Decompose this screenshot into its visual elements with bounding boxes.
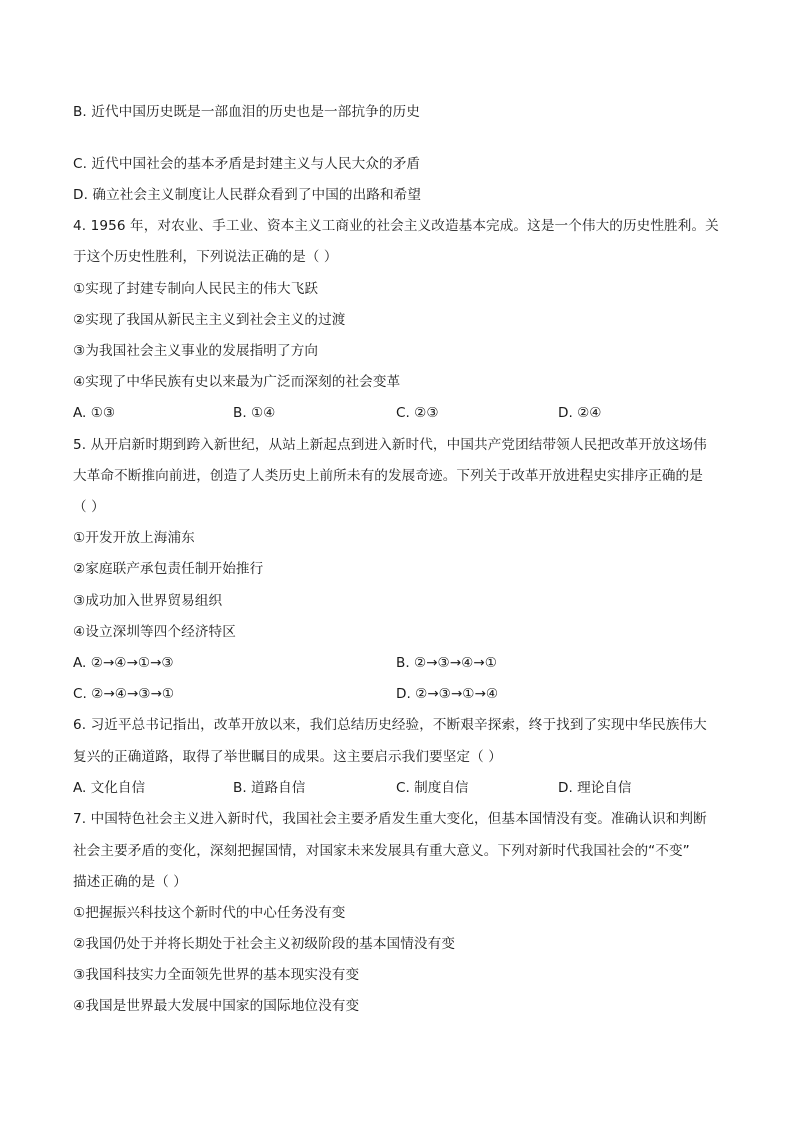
q3-option-b: B. 近代中国历史既是一部血泪的历史也是一部抗争的历史: [73, 104, 420, 120]
q5-item-4: ④设立深圳等四个经济特区: [73, 624, 236, 640]
q4-option-b: B. ①④: [233, 405, 276, 421]
q6-stem-line-1: 6. 习近平总书记指出，改革开放以来，我们总结历史经验，不断艰辛探索，终于找到了实现中华民族伟大: [73, 717, 707, 733]
q4-item-3: ③为我国社会主义事业的发展指明了方向: [73, 343, 319, 359]
q6-option-d: D. 理论自信: [558, 780, 632, 796]
q7-stem-line-2: 社会主要矛盾的变化，深刻把握国情，对国家未来发展具有重大意义。下列对新时代我国社会的“不变”: [73, 843, 690, 859]
q5-item-2: ②家庭联产承包责任制开始推行: [73, 561, 264, 577]
q7-item-2: ②我国仍处于并将长期处于社会主义初级阶段的基本国情没有变: [73, 936, 456, 952]
q3-option-c: C. 近代中国社会的基本矛盾是封建主义与人民大众的矛盾: [73, 156, 421, 172]
q5-stem-line-3: （ ）: [73, 499, 105, 515]
q4-option-a: A. ①③: [73, 405, 116, 421]
q4-item-4: ④实现了中华民族有史以来最为广泛而深刻的社会变革: [73, 374, 401, 390]
q6-option-a: A. 文化自信: [73, 780, 146, 796]
q3-option-d: D. 确立社会主义制度让人民群众看到了中国的出路和希望: [73, 187, 422, 203]
q5-stem-line-2: 大革命不断推向前进，创造了人类历史上前所未有的发展奇迹。下列关于改革开放进程史实排序正确的是: [73, 468, 703, 484]
q4-option-d: D. ②④: [558, 405, 602, 421]
q5-option-a: A. ②→④→①→③: [73, 655, 174, 671]
q7-item-1: ①把握振兴科技这个新时代的中心任务没有变: [73, 905, 346, 921]
q5-item-3: ③成功加入世界贸易组织: [73, 593, 223, 609]
q7-stem-line-3: 描述正确的是（ ）: [73, 874, 187, 890]
q4-item-2: ②实现了我国从新民主主义到社会主义的过渡: [73, 312, 346, 328]
q4-stem-line-2: 于这个历史性胜利，下列说法正确的是（ ）: [73, 249, 338, 265]
q5-option-c: C. ②→④→③→①: [73, 686, 175, 702]
q6-stem-line-2: 复兴的正确道路，取得了举世瞩目的成果。这主要启示我们要坚定（ ）: [73, 749, 502, 765]
q4-item-1: ①实现了封建专制向人民民主的伟大飞跃: [73, 281, 319, 297]
q6-option-b: B. 道路自信: [233, 780, 306, 796]
q6-option-c: C. 制度自信: [396, 780, 469, 796]
q4-stem-line-1: 4. 1956 年，对农业、手工业、资本主义工商业的社会主义改造基本完成。这是一个伟大的历史性胜利。关: [73, 218, 719, 234]
q5-option-d: D. ②→③→①→④: [396, 686, 499, 702]
q5-option-b: B. ②→③→④→①: [396, 655, 497, 671]
q4-option-c: C. ②③: [396, 405, 439, 421]
q7-stem-line-1: 7. 中国特色社会主义进入新时代，我国社会主要矛盾发生重大变化，但基本国情没有变。准确认识和判断: [73, 811, 707, 827]
q7-item-3: ③我国科技实力全面领先世界的基本现实没有变: [73, 967, 360, 983]
q5-stem-line-1: 5. 从开启新时期到跨入新世纪，从站上新起点到进入新时代，中国共产党团结带领人民把改革开放这场伟: [73, 437, 707, 453]
q7-item-4: ④我国是世界最大发展中国家的国际地位没有变: [73, 998, 360, 1014]
q5-item-1: ①开发开放上海浦东: [73, 530, 195, 546]
